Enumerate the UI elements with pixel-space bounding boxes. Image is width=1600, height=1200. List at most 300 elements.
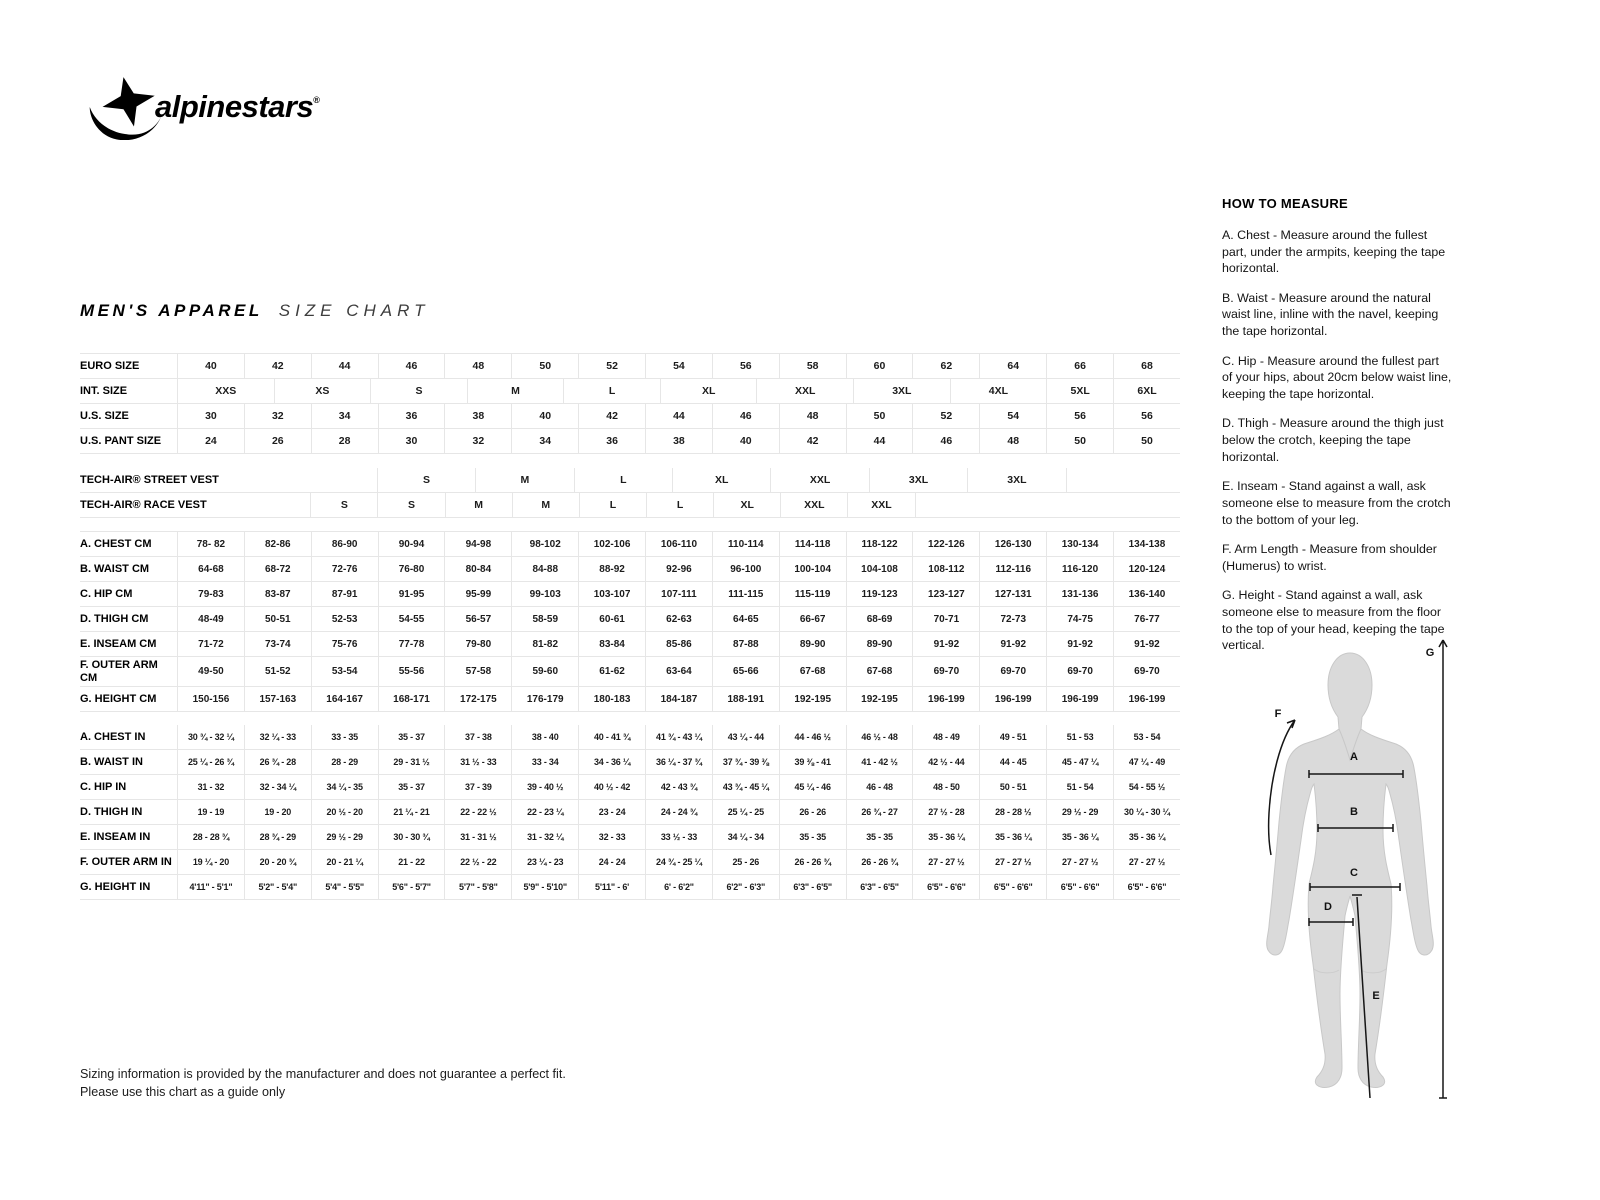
size-cell: 60 <box>847 354 914 378</box>
size-cell: 35 - 37 <box>379 775 446 799</box>
size-cell: 5'4" - 5'5" <box>312 875 379 899</box>
size-cell: 85-86 <box>646 632 713 656</box>
size-cell: 95-99 <box>445 582 512 606</box>
size-cell: 168-171 <box>379 687 446 711</box>
size-cell: 35 - 35 <box>847 825 914 849</box>
size-cell: 57-58 <box>445 657 512 686</box>
size-cell: 123-127 <box>913 582 980 606</box>
table-row <box>80 607 1180 632</box>
size-cell: L <box>647 493 714 517</box>
table-row <box>80 750 1180 775</box>
size-cell: 78- 82 <box>178 532 245 556</box>
size-cell: 122-126 <box>913 532 980 556</box>
size-cell: 42 ½ - 44 <box>913 750 980 774</box>
size-cell: 27 ½ - 28 <box>913 800 980 824</box>
size-cell: 62-63 <box>646 607 713 631</box>
size-cell: 29 ½ - 29 <box>1047 800 1114 824</box>
size-cell: 74-75 <box>1047 607 1114 631</box>
size-cell: XXS <box>178 379 275 403</box>
size-cell: 108-112 <box>913 557 980 581</box>
size-cell: 19 - 19 <box>178 800 245 824</box>
size-cell: 27 - 27 ½ <box>1128 857 1166 868</box>
size-cell: XS <box>275 379 372 403</box>
measure-instruction: A. Chest - Measure around the fullest part, under the armpits, keeping the tape horizontal. <box>1222 228 1446 276</box>
size-cell: 49-50 <box>178 657 245 686</box>
diagram-label-arm: F <box>1274 708 1282 720</box>
table-row <box>80 404 1180 429</box>
row-label: TECH-AIR® STREET VEST <box>80 473 219 486</box>
size-cell: S <box>378 493 445 517</box>
size-cell: 90-94 <box>379 532 446 556</box>
size-cell: 56-57 <box>445 607 512 631</box>
size-cell: 68-69 <box>847 607 914 631</box>
size-cell: 111-115 <box>713 582 780 606</box>
table-row <box>80 875 1180 900</box>
size-cell: 44 - 45 <box>980 750 1047 774</box>
size-cell: 25 ¼ - 26 ¾ <box>178 750 245 774</box>
size-cell: 26 ¾ - 28 <box>245 750 312 774</box>
size-cell: 38 <box>445 404 512 428</box>
size-cell: 22 - 23 ¼ <box>512 800 579 824</box>
size-cell: 36 <box>579 429 646 453</box>
size-cell: 40 <box>178 354 245 378</box>
measure-instruction: E. Inseam - Stand against a wall, ask someone else to measure from the crotch to the bottom of your leg. <box>1222 479 1451 527</box>
size-cell: 29 - 31 ½ <box>379 750 446 774</box>
size-cell: 24 <box>178 429 245 453</box>
size-cell: L <box>580 493 647 517</box>
size-cell: 48 - 49 <box>913 725 980 749</box>
size-cell: 127-131 <box>980 582 1047 606</box>
size-cell: 34 <box>512 429 579 453</box>
size-cell: 30 ¾ - 32 ¼ <box>178 725 245 749</box>
size-cell: 88-92 <box>579 557 646 581</box>
size-cell: 76-80 <box>379 557 446 581</box>
size-cell: 6'5" - 6'6" <box>980 875 1047 899</box>
size-cell: 50 - 51 <box>980 775 1047 799</box>
size-cell: 64-68 <box>178 557 245 581</box>
size-cell: 71-72 <box>178 632 245 656</box>
size-cell: 39 ⅜ - 41 <box>780 750 847 774</box>
height-measure-line <box>1439 640 1447 1098</box>
diagram-label-hip: C <box>1350 867 1358 879</box>
size-cell: 50 <box>1141 435 1153 447</box>
row-label: D. THIGH IN <box>80 800 178 824</box>
table-row <box>80 582 1180 607</box>
table-section-gap <box>80 712 1180 725</box>
size-cell: 26 - 26 ¾ <box>780 850 847 874</box>
table-row <box>80 850 1180 875</box>
size-cell: 34 ¼ - 35 <box>312 775 379 799</box>
size-cell: 43 ¼ - 44 <box>713 725 780 749</box>
size-cell: XXL <box>757 379 854 403</box>
size-cell: 66-67 <box>780 607 847 631</box>
size-cell: 37 ¾ - 39 ⅜ <box>713 750 780 774</box>
size-cell: 52 <box>913 404 980 428</box>
size-cell: 64 <box>980 354 1047 378</box>
diagram-label-inseam: E <box>1372 990 1380 1002</box>
how-to-measure-heading: HOW TO MEASURE <box>1222 196 1349 211</box>
size-cell: 92-96 <box>646 557 713 581</box>
size-cell: 24 ¾ - 25 ¼ <box>646 850 713 874</box>
size-cell: 176-179 <box>512 687 579 711</box>
size-cell: 42 <box>245 354 312 378</box>
size-cell: 5'2" - 5'4" <box>245 875 312 899</box>
size-cell: 36 ¼ - 37 ¾ <box>646 750 713 774</box>
size-cell: 91-95 <box>379 582 446 606</box>
size-cell: 94-98 <box>445 532 512 556</box>
size-cell: 115-119 <box>780 582 847 606</box>
size-cell: 31 - 32 <box>178 775 245 799</box>
size-cell: 58-59 <box>512 607 579 631</box>
size-cell: 196-199 <box>1128 693 1166 705</box>
size-cell: S <box>378 468 476 492</box>
diagram-label-thigh: D <box>1324 901 1332 913</box>
diagram-label-waist: B <box>1350 806 1358 818</box>
size-cell: 196-199 <box>1047 687 1114 711</box>
size-cell: 35 - 35 <box>780 825 847 849</box>
size-cell: 39 - 40 ½ <box>512 775 579 799</box>
size-cell: 184-187 <box>646 687 713 711</box>
disclaimer-line-2: Please use this chart as a guide only <box>80 1084 286 1099</box>
size-cell: 61-62 <box>579 657 646 686</box>
size-cell: 5'9" - 5'10" <box>512 875 579 899</box>
size-cell: 63-64 <box>646 657 713 686</box>
size-cell: 28 <box>312 429 379 453</box>
size-cell: 60-61 <box>579 607 646 631</box>
size-cell: 28 - 28 ½ <box>980 800 1047 824</box>
size-cell: 20 - 20 ¾ <box>245 850 312 874</box>
size-cell: 42 <box>780 429 847 453</box>
size-cell: 6'3" - 6'5" <box>847 875 914 899</box>
size-cell: 54 <box>980 404 1047 428</box>
size-cell: 40 <box>713 429 780 453</box>
size-cell: 67-68 <box>847 657 914 686</box>
size-cell: 69-70 <box>913 657 980 686</box>
size-cell: 51-52 <box>245 657 312 686</box>
size-cell: 188-191 <box>713 687 780 711</box>
size-cell: 59-60 <box>512 657 579 686</box>
size-cell: 118-122 <box>847 532 914 556</box>
size-cell: 45 ¼ - 46 <box>780 775 847 799</box>
alpinestars-logo <box>85 74 319 140</box>
size-cell: 58 <box>780 354 847 378</box>
size-cell: 172-175 <box>445 687 512 711</box>
size-cell: 46 <box>713 404 780 428</box>
size-cell: 136-140 <box>1128 588 1166 600</box>
size-cell: 33 ½ - 33 <box>646 825 713 849</box>
size-cell: 50 <box>512 354 579 378</box>
size-cell: 34 <box>312 404 379 428</box>
size-cell: 44 <box>312 354 379 378</box>
size-cell: 69-70 <box>1047 657 1114 686</box>
size-cell: 4XL <box>951 379 1048 403</box>
size-cell: 48-49 <box>178 607 245 631</box>
page-title <box>80 301 430 321</box>
size-cell: 46 <box>913 429 980 453</box>
size-cell: XL <box>673 468 771 492</box>
empty-cell <box>178 468 378 492</box>
size-cell: 26 ¾ - 27 <box>847 800 914 824</box>
size-cell: 30 ¼ - 30 ¼ <box>1124 807 1170 818</box>
table-row <box>80 557 1180 582</box>
size-cell: 21 - 22 <box>379 850 446 874</box>
size-cell: 30 - 30 ¾ <box>379 825 446 849</box>
size-cell: 83-87 <box>245 582 312 606</box>
row-label: A. CHEST IN <box>80 725 178 749</box>
size-cell: 91-92 <box>980 632 1047 656</box>
table-row <box>80 353 1180 379</box>
row-label: F. OUTER ARM CM <box>80 657 178 686</box>
size-cell: 89-90 <box>847 632 914 656</box>
size-cell: 3XL <box>968 468 1066 492</box>
size-cell: 70-71 <box>913 607 980 631</box>
size-cell: 69-70 <box>1134 666 1160 678</box>
size-cell: 50 <box>847 404 914 428</box>
size-cell: 28 - 29 <box>312 750 379 774</box>
table-row <box>80 800 1180 825</box>
size-cell: 40 - 41 ¾ <box>579 725 646 749</box>
size-cell: 24 - 24 <box>579 850 646 874</box>
size-cell: 26 - 26 ¾ <box>847 850 914 874</box>
title-primary: MEN'S APPAREL <box>80 301 263 320</box>
size-cell: 116-120 <box>1047 557 1114 581</box>
size-cell: 164-167 <box>312 687 379 711</box>
size-cell: 130-134 <box>1047 532 1114 556</box>
size-cell: 87-88 <box>713 632 780 656</box>
size-cell: 48 - 50 <box>913 775 980 799</box>
size-cell: XXL <box>781 493 848 517</box>
size-cell: 23 - 24 <box>579 800 646 824</box>
size-cell: 69-70 <box>980 657 1047 686</box>
table-row <box>80 531 1180 557</box>
alpinestars-star-icon <box>85 74 165 140</box>
size-cell: 100-104 <box>780 557 847 581</box>
size-cell: 126-130 <box>980 532 1047 556</box>
size-cell: 91-92 <box>913 632 980 656</box>
size-cell: 5'7" - 5'8" <box>445 875 512 899</box>
size-cell: 75-76 <box>312 632 379 656</box>
size-cell: M <box>446 493 513 517</box>
size-cell: S <box>311 493 378 517</box>
size-cell: 102-106 <box>579 532 646 556</box>
size-cell: 32 <box>445 429 512 453</box>
size-cell: 82-86 <box>245 532 312 556</box>
table-row <box>80 429 1180 454</box>
size-cell: 27 - 27 ½ <box>980 850 1047 874</box>
size-cell: 91-92 <box>1134 638 1160 650</box>
size-cell: 96-100 <box>713 557 780 581</box>
size-cell: 25 - 26 <box>713 850 780 874</box>
size-cell: 30 <box>178 404 245 428</box>
size-cell: 56 <box>713 354 780 378</box>
empty-cell <box>1067 468 1180 492</box>
size-cell: L <box>575 468 673 492</box>
measure-instruction: C. Hip - Measure around the fullest part of your hips, about 20cm below waist line, keeping the tape horizontal. <box>1222 353 1452 401</box>
size-cell: 131-136 <box>1047 582 1114 606</box>
row-label: B. WAIST IN <box>80 750 178 774</box>
size-cell: 29 ½ - 29 <box>312 825 379 849</box>
size-cell: XXL <box>848 493 915 517</box>
disclaimer-line-1: Sizing information is provided by the manufacturer and does not guarantee a perfect fit. <box>80 1067 566 1081</box>
size-cell: 42 - 43 ¾ <box>646 775 713 799</box>
size-cell: 196-199 <box>913 687 980 711</box>
size-cell: 54-55 <box>379 607 446 631</box>
size-cell: 83-84 <box>579 632 646 656</box>
size-cell: 73-74 <box>245 632 312 656</box>
size-cell: 36 <box>379 404 446 428</box>
table-section-gap <box>80 518 1180 531</box>
size-cell: 134-138 <box>1128 538 1166 550</box>
size-cell: 76-77 <box>1134 613 1160 625</box>
size-cell: 67-68 <box>780 657 847 686</box>
size-cell: 20 ½ - 20 <box>312 800 379 824</box>
size-cell: 86-90 <box>312 532 379 556</box>
size-cell: 30 <box>379 429 446 453</box>
size-cell: 19 - 20 <box>245 800 312 824</box>
size-cell: 50 <box>1047 429 1114 453</box>
size-cell: 79-80 <box>445 632 512 656</box>
size-cell: 114-118 <box>780 532 847 556</box>
size-cell: S <box>371 379 468 403</box>
disclaimer <box>80 1066 566 1101</box>
size-cell: 33 - 35 <box>312 725 379 749</box>
size-cell: 106-110 <box>646 532 713 556</box>
size-cell: L <box>564 379 661 403</box>
size-cell: 47 ¼ - 49 <box>1128 757 1166 768</box>
size-cell: 91-92 <box>1047 632 1114 656</box>
size-cell: 99-103 <box>512 582 579 606</box>
size-cell: 32 - 33 <box>579 825 646 849</box>
size-cell: 4'11" - 5'1" <box>178 875 245 899</box>
size-cell: 68-72 <box>245 557 312 581</box>
size-cell: 6' - 6'2" <box>646 875 713 899</box>
row-label: EURO SIZE <box>80 354 178 378</box>
size-cell: 68 <box>1141 360 1153 372</box>
size-cell: 46 ½ - 48 <box>847 725 914 749</box>
size-cell: 54 - 55 ½ <box>1128 782 1166 793</box>
size-cell: 6'3" - 6'5" <box>780 875 847 899</box>
size-cell: 3XL <box>854 379 951 403</box>
size-cell: 34 ¼ - 34 <box>713 825 780 849</box>
size-cell: 56 <box>1141 410 1153 422</box>
size-cell: 31 - 31 ½ <box>445 825 512 849</box>
row-label: U.S. PANT SIZE <box>80 429 178 453</box>
size-cell: 35 - 36 ¼ <box>980 825 1047 849</box>
size-cell: 44 <box>847 429 914 453</box>
size-cell: 65-66 <box>713 657 780 686</box>
size-cell: M <box>476 468 574 492</box>
size-cell: M <box>513 493 580 517</box>
size-cell: 62 <box>913 354 980 378</box>
size-cell: 6'2" - 6'3" <box>713 875 780 899</box>
size-cell: 24 - 24 ¾ <box>646 800 713 824</box>
size-cell: 22 ½ - 22 <box>445 850 512 874</box>
size-cell: 40 <box>512 404 579 428</box>
measure-instruction: D. Thigh - Measure around the thigh just below the crotch, keeping the tape horizontal. <box>1222 416 1444 464</box>
size-cell: 5XL <box>1047 379 1114 403</box>
measure-instruction: F. Arm Length - Measure from shoulder (Humerus) to wrist. <box>1222 542 1437 573</box>
size-cell: 35 - 37 <box>379 725 446 749</box>
row-label: E. INSEAM IN <box>80 825 178 849</box>
size-cell: 66 <box>1047 354 1114 378</box>
row-label: G. HEIGHT IN <box>80 875 178 899</box>
size-cell: XXL <box>771 468 869 492</box>
size-cell: 22 - 22 ½ <box>445 800 512 824</box>
size-cell: 51 - 53 <box>1047 725 1114 749</box>
size-cell: 80-84 <box>445 557 512 581</box>
size-cell: 5'6" - 5'7" <box>379 875 446 899</box>
size-cell: 27 - 27 ½ <box>1047 850 1114 874</box>
size-cell: 37 - 39 <box>445 775 512 799</box>
how-to-measure-section <box>1222 196 1452 667</box>
size-cell: 79-83 <box>178 582 245 606</box>
table-row <box>80 825 1180 850</box>
size-cell: 49 - 51 <box>980 725 1047 749</box>
size-cell: 32 - 34 ¼ <box>245 775 312 799</box>
diagram-label-chest: A <box>1350 751 1358 763</box>
row-label: E. INSEAM CM <box>80 632 178 656</box>
size-cell: 32 <box>245 404 312 428</box>
size-cell: 53-54 <box>312 657 379 686</box>
row-label: A. CHEST CM <box>80 532 178 556</box>
size-cell: 110-114 <box>713 532 780 556</box>
size-cell: 32 ¼ - 33 <box>245 725 312 749</box>
table-row <box>80 632 1180 657</box>
size-cell: XL <box>661 379 758 403</box>
table-section-gap <box>80 454 1180 468</box>
size-cell: 196-199 <box>980 687 1047 711</box>
size-cell: 6XL <box>1137 385 1157 397</box>
body-measurement-diagram <box>1240 628 1455 1106</box>
size-cell: XL <box>714 493 781 517</box>
row-label: C. HIP IN <box>80 775 178 799</box>
size-cell: 41 ¾ - 43 ¼ <box>646 725 713 749</box>
size-cell: 157-163 <box>245 687 312 711</box>
size-cell: 119-123 <box>847 582 914 606</box>
size-cell: 38 - 40 <box>512 725 579 749</box>
size-cell: 89-90 <box>780 632 847 656</box>
size-cell: 26 <box>245 429 312 453</box>
size-cell: 150-156 <box>178 687 245 711</box>
size-cell: 84-88 <box>512 557 579 581</box>
size-cell: 55-56 <box>379 657 446 686</box>
size-cell: 33 - 34 <box>512 750 579 774</box>
size-cell: 120-124 <box>1128 563 1166 575</box>
size-cell: 43 ¾ - 45 ¼ <box>713 775 780 799</box>
size-cell: 192-195 <box>847 687 914 711</box>
empty-cell <box>916 493 1181 517</box>
size-cell: 98-102 <box>512 532 579 556</box>
size-cell: 81-82 <box>512 632 579 656</box>
table-row <box>80 379 1180 404</box>
size-cell: 35 - 36 ¼ <box>913 825 980 849</box>
row-label: C. HIP CM <box>80 582 178 606</box>
size-cell: 25 ¼ - 25 <box>713 800 780 824</box>
size-cell: 23 ¼ - 23 <box>512 850 579 874</box>
table-row <box>80 687 1180 712</box>
size-cell: 6'5" - 6'6" <box>913 875 980 899</box>
size-cell: 72-73 <box>980 607 1047 631</box>
table-row <box>80 493 1180 518</box>
size-cell: 28 ¾ - 29 <box>245 825 312 849</box>
size-cell: 87-91 <box>312 582 379 606</box>
registered-mark: ® <box>313 95 320 105</box>
size-cell: 53 - 54 <box>1133 732 1161 743</box>
size-cell: M <box>468 379 565 403</box>
row-label: F. OUTER ARM IN <box>80 850 178 874</box>
size-cell: 46 - 48 <box>847 775 914 799</box>
size-cell: 44 <box>646 404 713 428</box>
